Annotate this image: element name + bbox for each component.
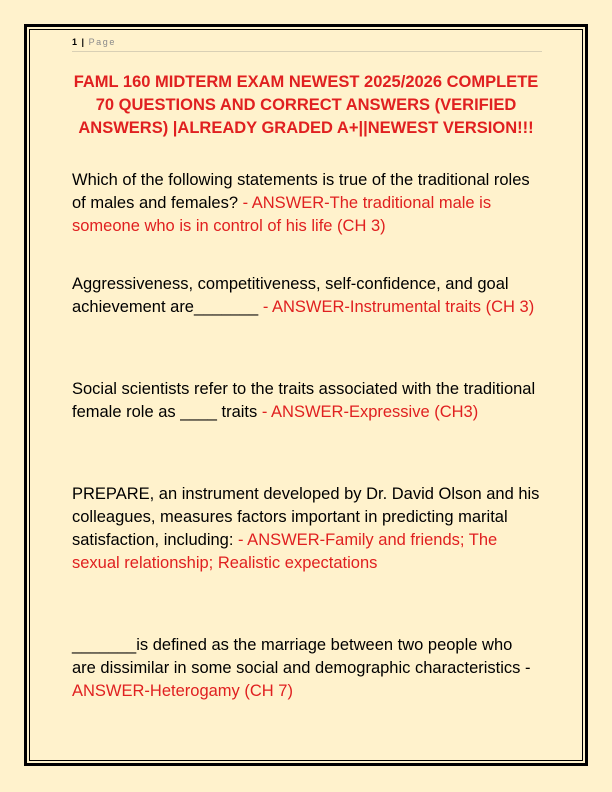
question-text: Aggressiveness, competitiveness, self-confidence, and goal achievement are_______ bbox=[72, 275, 509, 316]
page-number: 1 bbox=[72, 37, 78, 47]
question-text: _______is defined as the marriage between two people who are dissimilar in some social and demographic characteristics - bbox=[72, 636, 531, 677]
page-separator: | bbox=[81, 37, 85, 47]
qa-item-2 bbox=[72, 273, 540, 319]
page-header bbox=[72, 37, 542, 52]
question-text: Social scientists refer to the traits associated with the traditional female role as ____ traits bbox=[72, 380, 536, 421]
qa-item-3 bbox=[72, 378, 540, 424]
question-text: PREPARE, an instrument developed by Dr. David Olson and his colleagues, measures factors important in predicting marital satisfaction, including: bbox=[72, 485, 540, 549]
document-title: FAML 160 MIDTERM EXAM NEWEST 2025/2026 COMPLETE 70 QUESTIONS AND CORRECT ANSWERS (VERIFIED ANSWERS) |ALREADY GRADED A+||NEWEST VERSION!!! bbox=[73, 73, 539, 137]
answer-text: ANSWER-Heterogamy (CH 7) bbox=[72, 682, 293, 700]
qa-item-5 bbox=[72, 634, 540, 703]
answer-text: - ANSWER-Family and friends; The sexual relationship; Realistic expectations bbox=[72, 531, 498, 572]
qa-item-4 bbox=[72, 483, 540, 575]
question-text: Which of the following statements is true of the traditional roles of males and females? bbox=[72, 171, 530, 212]
qa-item-1 bbox=[72, 169, 540, 238]
answer-text: - ANSWER-Expressive (CH3) bbox=[261, 403, 479, 421]
answer-text: - ANSWER-Instrumental traits (CH 3) bbox=[262, 298, 535, 316]
answer-text: - ANSWER-The traditional male is someone who is in control of his life (CH 3) bbox=[72, 194, 492, 235]
page-label: Page bbox=[88, 37, 116, 47]
